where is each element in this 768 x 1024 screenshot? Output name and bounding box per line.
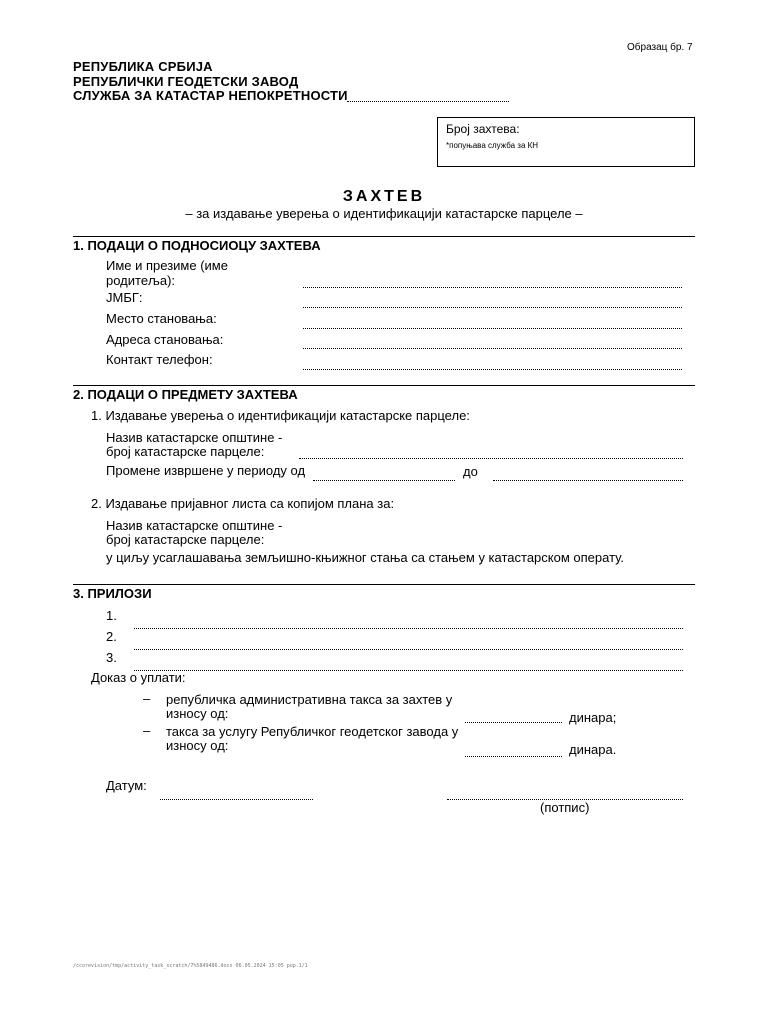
attachment-field-3[interactable]	[134, 670, 683, 671]
changes-to-label: до	[463, 464, 478, 479]
document-subtitle: – за издавање уверења о идентификацији катастарске парцеле –	[185, 206, 583, 221]
request-number-note: *попуњава служба за КН	[446, 141, 539, 150]
fee1-amount-field[interactable]	[465, 722, 562, 723]
form-number: Образац бр. 7	[627, 42, 693, 53]
fee1-label-line2: износу од:	[166, 706, 229, 721]
signature-label: (потпис)	[540, 800, 590, 815]
fee2-currency: динара.	[569, 742, 617, 757]
item1-parcel-label-line1: Назив катастарске општине -	[106, 430, 283, 445]
header-line-institute: РЕПУБЛИЧКИ ГЕОДЕТСКИ ЗАВОД	[73, 74, 299, 89]
phone-label: Контакт телефон:	[106, 352, 213, 367]
fee2-label-line1: такса за услугу Републичког геодетског завода у	[166, 724, 459, 739]
date-field[interactable]	[160, 799, 313, 800]
residence-label: Место становања:	[106, 311, 217, 326]
item1-text: 1. Издавање уверења о идентификацији катастарске парцеле:	[91, 408, 470, 423]
item1-parcel-field[interactable]	[299, 458, 683, 459]
attachment-number-2: 2.	[106, 629, 117, 644]
changes-period-label: Промене извршене у периоду од	[106, 463, 306, 478]
fee1-currency: динара;	[569, 710, 617, 725]
fee2-amount-field[interactable]	[465, 756, 562, 757]
jmbg-field[interactable]	[303, 307, 682, 308]
service-location-field[interactable]	[347, 101, 509, 102]
fee2-dash: –	[143, 723, 151, 738]
fee1-dash: –	[143, 691, 151, 706]
fee2-label-line2: износу од:	[166, 738, 229, 753]
attachment-field-2[interactable]	[134, 649, 683, 650]
header-line-service: СЛУЖБА ЗА КАТАСТАР НЕПОКРЕТНОСТИ	[73, 88, 348, 103]
section3-divider	[73, 584, 695, 585]
residence-field[interactable]	[303, 328, 682, 329]
section2-heading: 2. ПОДАЦИ О ПРЕДМЕТУ ЗАХТЕВА	[73, 387, 298, 402]
purpose-text: у циљу усаглашавања земљишно-књижног стања са стањем у катастарском операту.	[106, 550, 624, 565]
item2-text: 2. Издавање пријавног листа са копијом плана за:	[91, 496, 395, 511]
applicant-name-label-line2: родитеља):	[106, 273, 176, 288]
request-number-label: Број захтева:	[446, 122, 520, 136]
item1-parcel-label-line2: број катастарске парцеле:	[106, 444, 265, 459]
attachment-number-3: 3.	[106, 650, 117, 665]
document-title: ЗАХТЕВ	[342, 188, 426, 205]
payment-proof-label: Доказ о уплати:	[91, 670, 186, 685]
phone-field[interactable]	[303, 369, 682, 370]
address-field[interactable]	[303, 348, 682, 349]
changes-from-field[interactable]	[313, 480, 455, 481]
date-label: Датум:	[106, 778, 147, 793]
address-label: Адреса становања:	[106, 332, 224, 347]
attachment-field-1[interactable]	[134, 628, 683, 629]
changes-to-field[interactable]	[493, 480, 683, 481]
footer-file-path: /ccorevision/tmp/activity_task_scratch/7%5849486.docx 06.05.2024 15:05 pup.1/1	[73, 963, 308, 969]
section1-divider	[73, 236, 695, 237]
section1-heading: 1. ПОДАЦИ О ПОДНОСИОЦУ ЗАХТЕВА	[73, 238, 321, 253]
section3-heading: 3. ПРИЛОЗИ	[73, 586, 152, 601]
header-line-republic: РЕПУБЛИКА СРБИЈА	[73, 59, 213, 74]
section2-divider	[73, 385, 695, 386]
applicant-name-field[interactable]	[303, 287, 682, 288]
request-number-box[interactable]	[437, 117, 695, 167]
fee1-label-line1: републичка административна такса за захтев у	[166, 692, 453, 707]
item2-parcel-label-line2: број катастарске парцеле:	[106, 532, 265, 547]
jmbg-label: ЈМБГ:	[106, 290, 143, 305]
applicant-name-label-line1: Име и презиме (име	[106, 258, 228, 273]
item2-parcel-label-line1: Назив катастарске општине -	[106, 518, 283, 533]
attachment-number-1: 1.	[106, 608, 117, 623]
